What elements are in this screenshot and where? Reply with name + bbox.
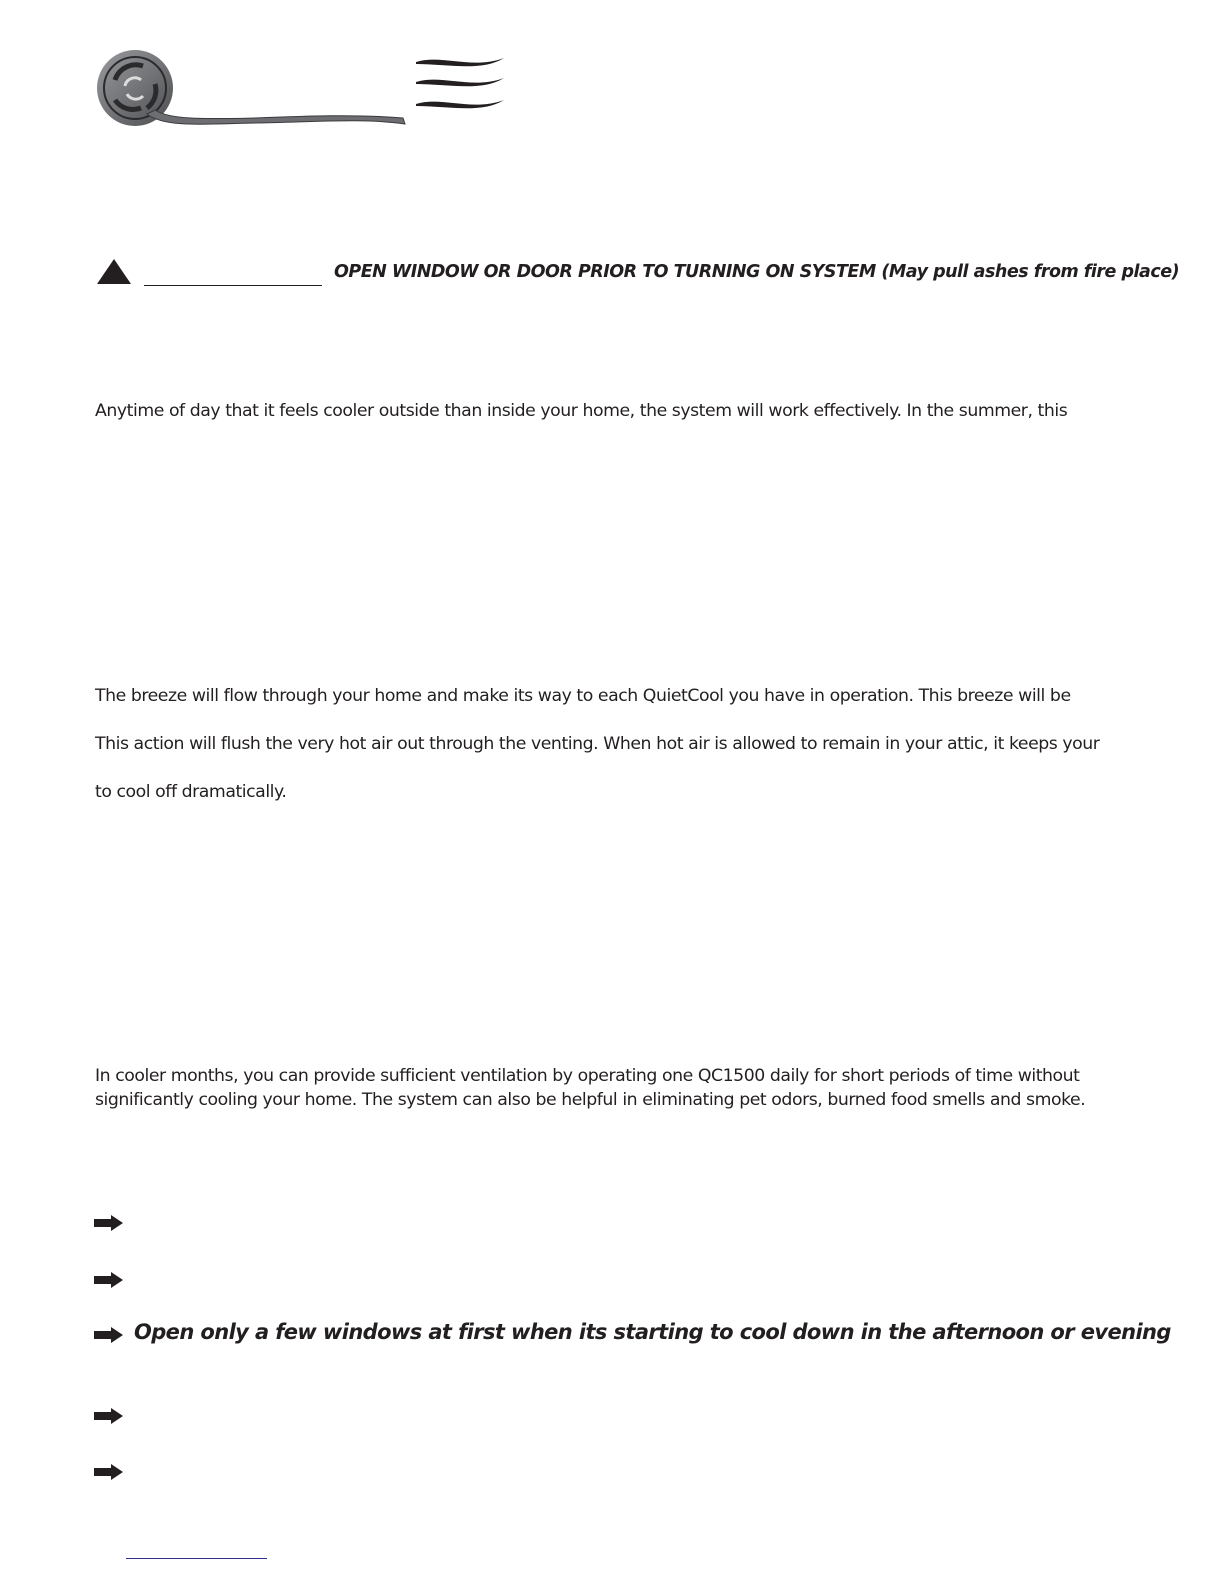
warning-label-underline — [144, 285, 322, 286]
quietcool-fan-logo-icon — [95, 46, 415, 136]
arrow-right-icon — [94, 1464, 124, 1480]
tip-open-few-windows: Open only a few windows at first when its starting to cool down in the afternoon or evening — [134, 1320, 1171, 1344]
arrow-right-icon — [94, 1215, 124, 1231]
paragraph-breeze-line-3: to cool off dramatically. — [95, 782, 287, 802]
paragraph-breeze-line-1: The breeze will flow through your home and make its way to each QuietCool you have in operation. This breeze will be — [95, 686, 1071, 706]
link-underline[interactable] — [126, 1558, 267, 1559]
air-waves-icon — [412, 50, 508, 122]
paragraph-cooler-months-line-1: In cooler months, you can provide sufficient ventilation by operating one QC1500 daily for short periods of time without — [95, 1066, 1080, 1086]
paragraph-breeze-line-2: This action will flush the very hot air out through the venting. When hot air is allowed to remain in your attic, it keeps your — [95, 734, 1100, 754]
warning-triangle-icon — [96, 258, 132, 286]
arrow-right-icon — [94, 1272, 124, 1288]
paragraph-cooler-months-line-2: significantly cooling your home. The system can also be helpful in eliminating pet odors, burned food smells and smoke. — [95, 1090, 1086, 1110]
arrow-right-icon — [94, 1408, 124, 1424]
paragraph-cooling-intro: Anytime of day that it feels cooler outside than inside your home, the system will work effectively. In the summer, this — [95, 401, 1068, 421]
warning-text: OPEN WINDOW OR DOOR PRIOR TO TURNING ON SYSTEM (May pull ashes from fire place) — [334, 262, 1180, 282]
arrow-right-icon — [94, 1327, 124, 1343]
